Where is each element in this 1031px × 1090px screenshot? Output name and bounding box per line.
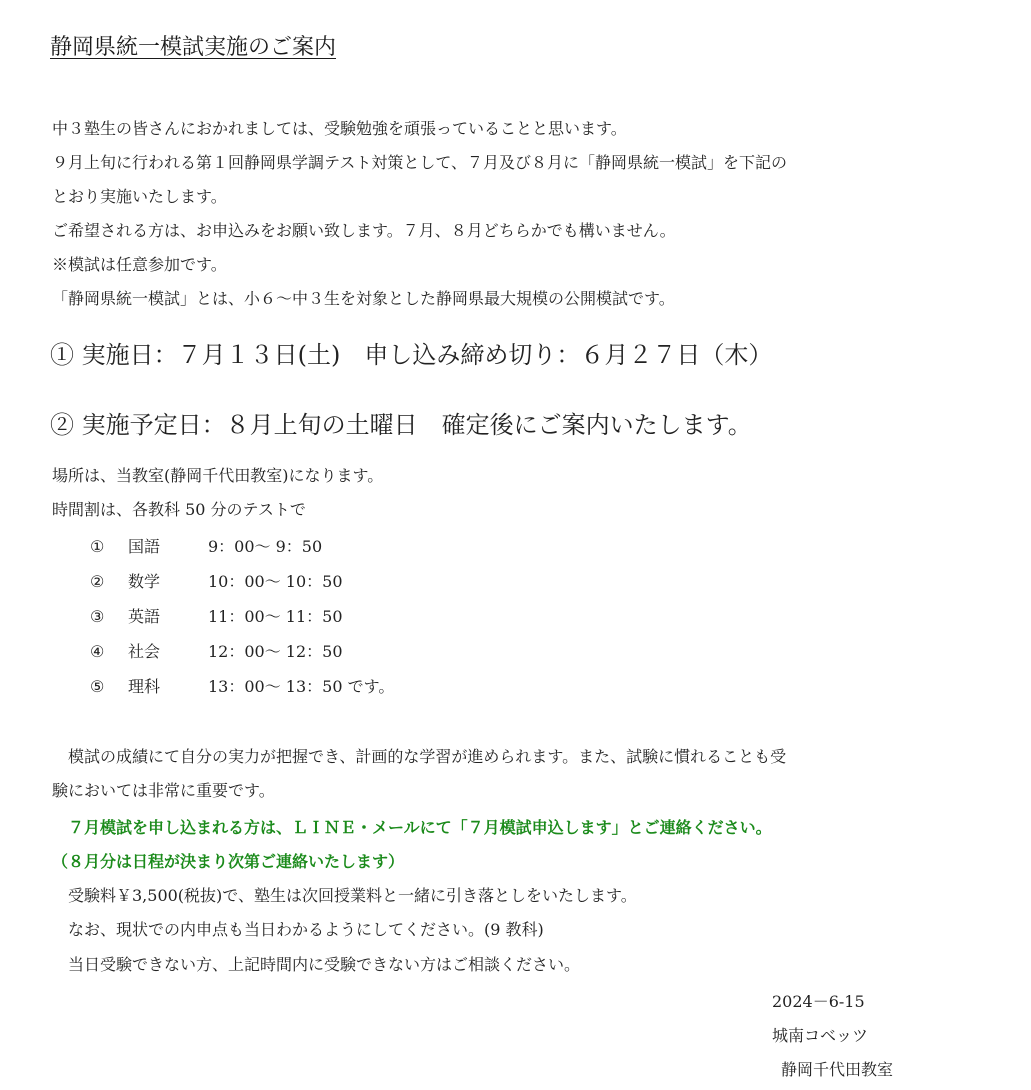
signature-date: 2024－6-15 <box>772 992 865 1011</box>
highlight-line: ７月模試を申し込まれる方は、ＬＩＮＥ・メールにて「７月模試申込します」とご連絡ください。 <box>52 818 772 837</box>
intro-note: ※模試は任意参加です。 <box>52 255 227 274</box>
schedule-number: ⑤ <box>90 677 105 696</box>
benefits-line: 模試の成績にて自分の実力が把握でき、計画的な学習が進められます。また、試験に慣れることも受 <box>52 747 787 766</box>
schedule-subject: 国語 <box>128 537 161 556</box>
consult-note: 当日受験できない方、上記時間内に受験できない方はご相談ください。 <box>52 955 581 974</box>
schedule-number: ② <box>90 572 105 591</box>
schedule-subject: 理科 <box>128 677 161 696</box>
schedule-row <box>90 677 394 697</box>
schedule-time: 13：00～ 13：50 です。 <box>208 677 395 696</box>
schedule-row <box>90 537 322 557</box>
signature-org: 城南コベッツ <box>772 1026 869 1045</box>
schedule-subject: 英語 <box>128 607 161 626</box>
schedule-subject: 社会 <box>128 642 161 661</box>
schedule-number: ① <box>90 537 105 556</box>
intro-line: ご希望される方は、お申込みをお願い致します。７月、８月どちらかでも構いません。 <box>52 221 676 240</box>
intro-line: とおり実施いたします。 <box>52 187 227 206</box>
highlight-line: （８月分は日程が決まり次第ご連絡いたします） <box>52 852 405 871</box>
intro-line: 中３塾生の皆さんにおかれましては、受験勉強を頑張っていることと思います。 <box>52 119 627 138</box>
grade-note: なお、現状での内申点も当日わかるようにしてください。(9 教科) <box>52 920 544 939</box>
schedule-row <box>90 607 343 627</box>
schedule-number: ③ <box>90 607 105 626</box>
schedule-row <box>90 572 343 592</box>
schedule-number: ④ <box>90 642 105 661</box>
schedule-time: 9：00～ 9：50 <box>208 537 323 556</box>
schedule-time: 12：00～ 12：50 <box>208 642 343 661</box>
schedule-subject: 数学 <box>128 572 161 591</box>
exam-date-1: ① 実施日：７月１３日(土) 申し込み締め切り：６月２７日（木） <box>50 341 773 369</box>
page-title: 静岡県統一模試実施のご案内 <box>50 35 337 60</box>
intro-line: ９月上旬に行われる第１回静岡県学調テスト対策として、７月及び８月に「静岡県統一模試」を下記の <box>52 153 788 172</box>
intro-line: 「静岡県統一模試」とは、小６～中３生を対象とした静岡県最大規模の公開模試です。 <box>52 289 675 308</box>
exam-date-2: ② 実施予定日：８月上旬の土曜日 確定後にご案内いたします。 <box>50 411 752 439</box>
schedule-time: 10：00～ 10：50 <box>208 572 343 591</box>
schedule-time: 11：00～ 11：50 <box>208 607 343 626</box>
fee-note: 受験料￥3,500(税抜)で、塾生は次回授業料と一緒に引き落としをいたします。 <box>52 886 637 905</box>
signature-branch: 静岡千代田教室 <box>781 1060 894 1079</box>
schedule-row <box>90 642 343 662</box>
location-text: 場所は、当教室(静岡千代田教室)になります。 <box>52 466 384 485</box>
benefits-line: 験においては非常に重要です。 <box>52 781 275 800</box>
schedule-intro: 時間割は、各教科 50 分のテストで <box>52 500 306 519</box>
